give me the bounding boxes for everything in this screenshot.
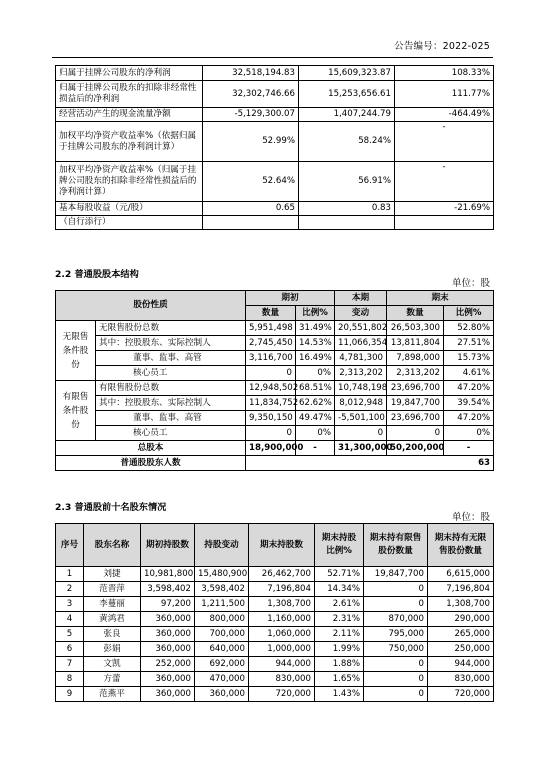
indicator-previous: 58.24% xyxy=(299,122,395,162)
share-br: 0% xyxy=(296,426,335,441)
shareholder-cell: 7,196,804 xyxy=(249,582,315,597)
share-eq: 13,811,804 xyxy=(387,336,444,351)
shareholder-cell: 250,000 xyxy=(428,642,494,657)
share-br: 16.49% xyxy=(296,351,335,366)
total-bq: 18,900,000 xyxy=(246,441,296,456)
top-shareholders-table xyxy=(55,523,494,702)
share-group-label: 无限售条件股份 xyxy=(56,321,96,381)
indicator-previous xyxy=(299,216,395,230)
shareholder-cell: 1,000,000 xyxy=(249,642,315,657)
share-structure-row xyxy=(56,396,494,411)
share-row-label: 其中：控股股东、实际控制人 xyxy=(96,396,246,411)
shareholder-cell: 9 xyxy=(56,687,84,702)
share-br: 62.62% xyxy=(296,396,335,411)
shareholder-row xyxy=(56,687,494,702)
shareholder-cell: 15,480,900 xyxy=(195,567,249,582)
shareholder-cell: 0 xyxy=(364,657,428,672)
indicator-current: 32,518,194.83 xyxy=(203,66,299,81)
indicator-row xyxy=(56,216,494,230)
share-structure-table xyxy=(55,290,494,471)
shareholder-cell: 1 xyxy=(56,567,84,582)
shareholder-cell: 830,000 xyxy=(428,672,494,687)
share-eq: 19,847,700 xyxy=(387,396,444,411)
share-chg: 20,551,802 xyxy=(335,321,387,336)
share-bq: 12,948,502 xyxy=(246,381,296,396)
shareholder-row xyxy=(56,627,494,642)
share-bq: 5,951,498 xyxy=(246,321,296,336)
total-chg: 31,300,000 xyxy=(335,441,387,456)
shareholder-cell: 1,308,700 xyxy=(428,597,494,612)
shareholder-cell: 5 xyxy=(56,627,84,642)
indicator-row xyxy=(56,66,494,81)
share-structure-row xyxy=(56,411,494,426)
shareholder-cell: 1.65% xyxy=(315,672,364,687)
share-structure-row xyxy=(56,336,494,351)
indicator-change xyxy=(395,216,494,230)
shareholder-cell: 1.88% xyxy=(315,657,364,672)
header-rule xyxy=(52,57,493,58)
shareholder-cell: 0 xyxy=(364,582,428,597)
share-er: 52.80% xyxy=(444,321,494,336)
share-bq: 9,350,150 xyxy=(246,411,296,426)
share-chg: 11,066,354 xyxy=(335,336,387,351)
holders-count-value: 63 xyxy=(246,456,494,471)
share-eq: 2,313,202 xyxy=(387,366,444,381)
indicator-change: 111.77% xyxy=(395,81,494,108)
share-bq: 11,834,752 xyxy=(246,396,296,411)
shareholder-cell: 2.11% xyxy=(315,627,364,642)
shareholder-cell: 范燕平 xyxy=(84,687,141,702)
share-br: 68.51% xyxy=(296,381,335,396)
shareholder-cell: 黄鸿君 xyxy=(84,612,141,627)
announcement-number: 公告编号：2022-025 xyxy=(394,41,490,52)
shareholder-row xyxy=(56,582,494,597)
shareholder-col-header: 期初持股数 xyxy=(141,524,195,567)
share-br: 31.49% xyxy=(296,321,335,336)
shareholder-cell: 470,000 xyxy=(195,672,249,687)
shareholder-cell: 360,000 xyxy=(141,687,195,702)
header-begin-ratio: 比例% xyxy=(296,306,335,321)
indicator-previous: 1,407,244.79 xyxy=(299,108,395,122)
shareholder-cell: 7,196,804 xyxy=(428,582,494,597)
shareholder-col-header: 期末持股数 xyxy=(249,524,315,567)
shareholder-cell: 1.99% xyxy=(315,642,364,657)
share-structure-row xyxy=(56,321,494,336)
shareholder-cell: 2.61% xyxy=(315,597,364,612)
share-structure-row xyxy=(56,426,494,441)
indicator-change: - xyxy=(395,122,494,162)
section-2-3-unit: 单位：股 xyxy=(451,512,490,523)
indicator-label: （自行添行） xyxy=(56,216,203,230)
indicator-previous: 0.83 xyxy=(299,202,395,216)
shareholder-cell: 252,000 xyxy=(141,657,195,672)
share-structure-row xyxy=(56,351,494,366)
holders-count-row xyxy=(56,456,494,471)
share-structure-row xyxy=(56,381,494,396)
shareholder-cell: 3 xyxy=(56,597,84,612)
indicator-row xyxy=(56,81,494,108)
shareholder-col-header: 期末持有限售股份数量 xyxy=(364,524,428,567)
shareholder-cell: 360,000 xyxy=(141,672,195,687)
shareholder-cell: 26,462,700 xyxy=(249,567,315,582)
shareholder-cell: 2 xyxy=(56,582,84,597)
indicator-label: 归属于挂牌公司股东的扣除非经常性损益后的净利润 xyxy=(56,81,203,108)
share-chg: 10,748,198 xyxy=(335,381,387,396)
share-er: 4.61% xyxy=(444,366,494,381)
shareholder-cell: 52.71% xyxy=(315,567,364,582)
indicator-change: -21.69% xyxy=(395,202,494,216)
shareholder-cell: 方蕾 xyxy=(84,672,141,687)
indicator-label: 经营活动产生的现金流量净额 xyxy=(56,108,203,122)
shareholder-col-header: 股东名称 xyxy=(84,524,141,567)
share-er: 47.20% xyxy=(444,411,494,426)
share-eq: 26,503,300 xyxy=(387,321,444,336)
shareholder-row xyxy=(56,657,494,672)
shareholder-row xyxy=(56,612,494,627)
indicator-row xyxy=(56,202,494,216)
shareholder-cell: 830,000 xyxy=(249,672,315,687)
header-end-ratio: 比例% xyxy=(444,306,494,321)
indicator-label: 基本每股收益（元/股） xyxy=(56,202,203,216)
shareholder-cell: 3,598,402 xyxy=(141,582,195,597)
header-change: 本期 xyxy=(335,291,387,306)
shareholder-cell: 944,000 xyxy=(428,657,494,672)
share-total-row xyxy=(56,441,494,456)
shareholder-cell: 彭娟 xyxy=(84,642,141,657)
share-group-label: 有限售条件股份 xyxy=(56,381,96,441)
holders-count-label: 普通股股东人数 xyxy=(56,456,246,471)
shareholder-cell: 14.34% xyxy=(315,582,364,597)
indicator-previous: 15,253,656.61 xyxy=(299,81,395,108)
shareholder-cell: 1.43% xyxy=(315,687,364,702)
share-br: 14.53% xyxy=(296,336,335,351)
share-er: 47.20% xyxy=(444,381,494,396)
indicator-current xyxy=(203,216,299,230)
indicator-current: 52.64% xyxy=(203,162,299,202)
header-begin-qty: 数量 xyxy=(246,306,296,321)
shareholder-cell: 1,308,700 xyxy=(249,597,315,612)
shareholder-cell: 19,847,700 xyxy=(364,567,428,582)
header-begin: 期初 xyxy=(246,291,335,306)
header-end: 期末 xyxy=(387,291,494,306)
shareholder-cell: 360,000 xyxy=(141,612,195,627)
shareholder-cell: 640,000 xyxy=(195,642,249,657)
shareholder-cell: 360,000 xyxy=(195,687,249,702)
share-row-label: 核心员工 xyxy=(96,366,246,381)
indicator-row xyxy=(56,108,494,122)
shareholder-cell: 2.31% xyxy=(315,612,364,627)
shareholder-cell: 0 xyxy=(364,597,428,612)
shareholder-row xyxy=(56,567,494,582)
shareholder-cell: 360,000 xyxy=(141,642,195,657)
shareholder-cell: 6 xyxy=(56,642,84,657)
indicator-change: 108.33% xyxy=(395,66,494,81)
shareholder-cell: 7 xyxy=(56,657,84,672)
indicator-label: 加权平均净资产收益率%（归属于挂牌公司股东的扣除非经常性损益后的净利润计算） xyxy=(56,162,203,202)
indicator-change: -464.49% xyxy=(395,108,494,122)
shareholder-col-header: 序号 xyxy=(56,524,84,567)
share-eq: 7,898,000 xyxy=(387,351,444,366)
share-row-label: 其中：控股股东、实际控制人 xyxy=(96,336,246,351)
indicator-change: - xyxy=(395,162,494,202)
header-end-qty: 数量 xyxy=(387,306,444,321)
financial-indicators-table xyxy=(55,65,494,230)
shareholder-col-header: 期末持有无限售股份数量 xyxy=(428,524,494,567)
share-chg: 2,313,202 xyxy=(335,366,387,381)
share-er: 0% xyxy=(444,426,494,441)
shareholder-cell: 6,615,000 xyxy=(428,567,494,582)
shareholder-col-header: 期末持股比例% xyxy=(315,524,364,567)
indicator-label: 加权平均净资产收益率%（依据归属于挂牌公司股东的净利润计算） xyxy=(56,122,203,162)
share-chg: -5,501,100 xyxy=(335,411,387,426)
indicator-row xyxy=(56,122,494,162)
share-row-label: 有限售股份总数 xyxy=(96,381,246,396)
share-er: 39.54% xyxy=(444,396,494,411)
indicator-current: 52.99% xyxy=(203,122,299,162)
shareholder-cell: 944,000 xyxy=(249,657,315,672)
shareholder-row xyxy=(56,597,494,612)
shareholder-row xyxy=(56,642,494,657)
share-bq: 3,116,700 xyxy=(246,351,296,366)
header-change-2: 变动 xyxy=(335,306,387,321)
share-bq: 0 xyxy=(246,426,296,441)
total-eq: 50,200,000 xyxy=(387,441,444,456)
shareholder-cell: 800,000 xyxy=(195,612,249,627)
shareholder-cell: 3,598,402 xyxy=(195,582,249,597)
share-row-label: 董事、监事、高管 xyxy=(96,351,246,366)
share-chg: 8,012,948 xyxy=(335,396,387,411)
shareholder-cell: 290,000 xyxy=(428,612,494,627)
total-br: - xyxy=(296,441,335,456)
total-er: - xyxy=(444,441,494,456)
indicator-current: -5,129,300.07 xyxy=(203,108,299,122)
shareholder-cell: 1,160,000 xyxy=(249,612,315,627)
share-eq: 23,696,700 xyxy=(387,411,444,426)
share-eq: 23,696,700 xyxy=(387,381,444,396)
share-er: 15.73% xyxy=(444,351,494,366)
shareholder-cell: 720,000 xyxy=(249,687,315,702)
shareholder-cell: 李蔓丽 xyxy=(84,597,141,612)
shareholder-cell: 8 xyxy=(56,672,84,687)
shareholder-cell: 720,000 xyxy=(428,687,494,702)
share-chg: 4,781,300 xyxy=(335,351,387,366)
share-row-label: 核心员工 xyxy=(96,426,246,441)
total-label: 总股本 xyxy=(56,441,246,456)
share-br: 49.47% xyxy=(296,411,335,426)
shareholder-cell: 0 xyxy=(364,672,428,687)
shareholder-col-header: 持股变动 xyxy=(195,524,249,567)
shareholder-cell: 10,981,800 xyxy=(141,567,195,582)
shareholder-cell: 700,000 xyxy=(195,627,249,642)
shareholder-cell: 1,211,500 xyxy=(195,597,249,612)
shareholder-cell: 0 xyxy=(364,687,428,702)
share-bq: 2,745,450 xyxy=(246,336,296,351)
shareholder-cell: 692,000 xyxy=(195,657,249,672)
share-structure-row xyxy=(56,366,494,381)
shareholder-cell: 1,060,000 xyxy=(249,627,315,642)
shareholder-row xyxy=(56,672,494,687)
header-share-nature: 股份性质 xyxy=(56,291,246,321)
share-br: 0% xyxy=(296,366,335,381)
shareholder-cell: 97,200 xyxy=(141,597,195,612)
indicator-label: 归属于挂牌公司股东的净利润 xyxy=(56,66,203,81)
shareholder-cell: 360,000 xyxy=(141,627,195,642)
indicator-previous: 15,609,323.87 xyxy=(299,66,395,81)
share-chg: 0 xyxy=(335,426,387,441)
shareholder-cell: 刘捷 xyxy=(84,567,141,582)
shareholder-cell: 870,000 xyxy=(364,612,428,627)
shareholder-cell: 文凯 xyxy=(84,657,141,672)
indicator-current: 32,302,746.66 xyxy=(203,81,299,108)
share-row-label: 无限售股份总数 xyxy=(96,321,246,336)
shareholder-cell: 795,000 xyxy=(364,627,428,642)
share-eq: 0 xyxy=(387,426,444,441)
section-2-2-unit: 单位：股 xyxy=(451,278,490,289)
share-bq: 0 xyxy=(246,366,296,381)
share-row-label: 董事、监事、高管 xyxy=(96,411,246,426)
shareholder-cell: 4 xyxy=(56,612,84,627)
share-er: 27.51% xyxy=(444,336,494,351)
shareholder-cell: 范晋萍 xyxy=(84,582,141,597)
shareholder-cell: 265,000 xyxy=(428,627,494,642)
shareholder-cell: 750,000 xyxy=(364,642,428,657)
section-2-2-title: 2.2 普通股股本结构 xyxy=(55,269,139,280)
indicator-previous: 56.91% xyxy=(299,162,395,202)
shareholder-cell: 张良 xyxy=(84,627,141,642)
indicator-row xyxy=(56,162,494,202)
indicator-current: 0.65 xyxy=(203,202,299,216)
section-2-3-title: 2.3 普通股前十名股东情况 xyxy=(55,502,167,513)
